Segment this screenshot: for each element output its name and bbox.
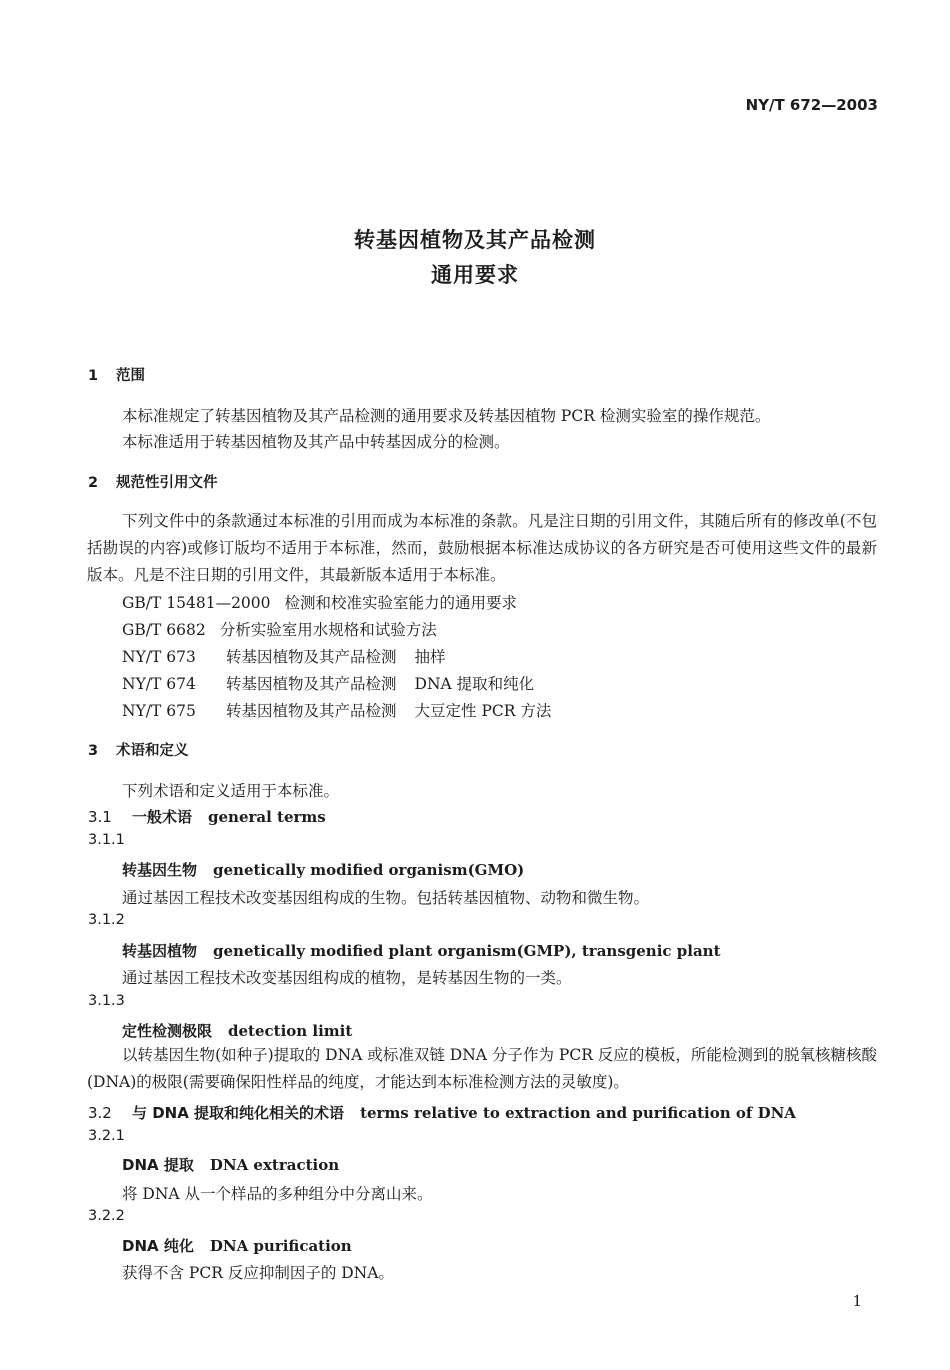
section-number: 1 [88, 368, 99, 384]
standard-number: NY/T 672—2003 [745, 96, 878, 114]
reference-title: 转基因植物及其产品检测 [226, 675, 397, 693]
reference-code: NY/T 673 [122, 648, 196, 666]
reference-item [122, 618, 437, 640]
subsection-3-2-heading [88, 1102, 796, 1123]
reference-code: GB/T 15481—2000 [122, 594, 271, 612]
term-en: detection limit [228, 1022, 353, 1040]
section-2-heading [88, 471, 218, 492]
subsection-number: 3.2 [88, 1104, 112, 1122]
term-number: 3.2.1 [88, 1128, 125, 1144]
term-definition: 以转基因生物(如种子)提取的 DNA 或标准双链 DNA 分子作为 PCR 反应的模板，所能检测到的脱氧核糖核酸(DNA)的极限(需要确保阳性样品的纯度，才能达到本标准检测方法的灵敏度)。 [87, 1046, 877, 1091]
section-number: 2 [88, 475, 99, 491]
term-number: 3.1.3 [88, 993, 125, 1009]
reference-title: 转基因植物及其产品检测 [226, 702, 397, 720]
term-heading [122, 859, 524, 880]
document-subtitle: 通用要求 [431, 263, 519, 287]
reference-code: GB/T 6682 [122, 621, 206, 639]
subsection-title-zh: 与 DNA 提取和纯化相关的术语 [132, 1104, 345, 1122]
term-definition: 获得不含 PCR 反应抑制因子的 DNA。 [122, 1264, 394, 1282]
term-heading [122, 1020, 352, 1041]
term-number: 3.1.1 [88, 832, 125, 848]
reference-code: NY/T 675 [122, 702, 196, 720]
section-title: 术语和定义 [116, 743, 189, 759]
terms-intro: 下列术语和定义适用于本标准。 [122, 782, 340, 800]
subsection-title-zh: 一般术语 [132, 808, 193, 826]
section-title: 范围 [116, 368, 145, 384]
term-heading [122, 1235, 352, 1256]
reference-item [122, 672, 534, 694]
reference-part: 大豆定性 PCR 方法 [414, 702, 552, 720]
section-number: 3 [88, 743, 99, 759]
subsection-number: 3.1 [88, 808, 112, 826]
term-heading [122, 1154, 339, 1175]
reference-item [122, 699, 551, 721]
subsection-title-en: general terms [208, 808, 326, 826]
reference-part: DNA 提取和纯化 [414, 675, 535, 693]
reference-title: 转基因植物及其产品检测 [226, 648, 397, 666]
term-en: genetically modified plant organism(GMP), transgenic plant [213, 942, 721, 960]
page-number: 1 [852, 1292, 862, 1310]
term-zh: DNA 提取 [122, 1156, 194, 1174]
term-en: genetically modified organism(GMO) [213, 861, 525, 879]
term-zh: 转基因生物 [122, 861, 198, 879]
reference-title: 分析实验室用水规格和试验方法 [219, 621, 437, 639]
term-en: DNA purification [209, 1237, 352, 1255]
reference-code: NY/T 674 [122, 675, 196, 693]
term-heading [122, 940, 721, 961]
section-title: 规范性引用文件 [116, 475, 218, 491]
reference-item [122, 591, 517, 613]
references-paragraph: 下列文件中的条款通过本标准的引用而成为本标准的条款。凡是注日期的引用文件，其随后所有的修改单(不包括勘误的内容)或修订版均不适用于本标准，然而，鼓励根据本标准达成协议的各方研究是否可使用这些文件的最新版本。凡是不注日期的引用文件，其最新版本适用于本标准。 [87, 512, 877, 584]
term-zh: 定性检测极限 [122, 1022, 213, 1040]
term-zh: 转基因植物 [122, 942, 198, 960]
section-3-heading [88, 739, 189, 760]
scope-paragraph-2: 本标准适用于转基因植物及其产品中转基因成分的检测。 [122, 433, 510, 451]
term-zh: DNA 纯化 [122, 1237, 194, 1255]
reference-part: 抽样 [414, 648, 446, 666]
term-en: DNA extraction [209, 1156, 340, 1174]
subsection-3-1-heading [88, 806, 326, 827]
term-definition: 通过基因工程技术改变基因组构成的生物。包括转基因植物、动物和微生物。 [122, 889, 650, 907]
term-number: 3.2.2 [88, 1208, 125, 1224]
term-definition: 通过基因工程技术改变基因组构成的植物，是转基因生物的一类。 [122, 969, 572, 987]
document-title: 转基因植物及其产品检测 [354, 228, 596, 252]
scope-paragraph-1: 本标准规定了转基因植物及其产品检测的通用要求及转基因植物 PCR 检测实验室的操作规范。 [122, 407, 771, 425]
subsection-title-en: terms relative to extraction and purification of DNA [360, 1104, 796, 1122]
reference-title: 检测和校准实验室能力的通用要求 [284, 594, 518, 612]
section-1-heading [88, 364, 145, 385]
term-definition: 将 DNA 从一个样品的多种组分中分离山来。 [122, 1185, 433, 1203]
term-number: 3.1.2 [88, 912, 125, 928]
reference-item [122, 645, 446, 667]
